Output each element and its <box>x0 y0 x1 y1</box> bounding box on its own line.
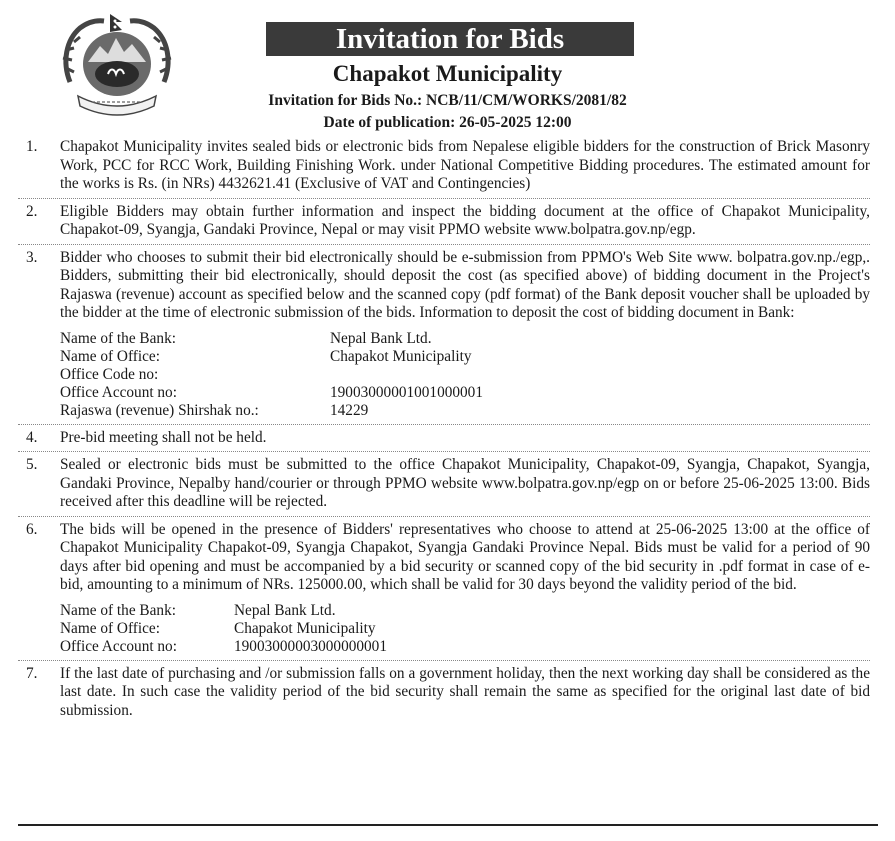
bank-row <box>60 366 870 384</box>
bank-row-label: Name of Office: <box>60 619 160 637</box>
item-number: 2. <box>26 202 38 220</box>
bank-row-value: Nepal Bank Ltd. <box>234 601 336 619</box>
notice-items <box>18 138 870 720</box>
divider <box>18 660 870 661</box>
bottom-rule <box>18 824 878 826</box>
item-text: Bidder who chooses to submit their bid electronically should be e-submission from PPMO's Web Site www. bolpatra.gov.np./egp,. Bidders, submitting their bid electronically, should deposit the cost (as specified above) of bidding document in the Project's Rajaswa (revenue) account as specified below and the scanned copy (pdf format) of the Bank deposit voucher shall be uploaded by the bidder at the time of electronic submission of the bids. Information to deposit the cost of bidding document in Bank: <box>60 248 870 321</box>
bank-row-value: Chapakot Municipality <box>234 619 376 637</box>
ib-number: Invitation for Bids No.: NCB/11/CM/WORKS/2081/82 <box>268 92 627 109</box>
notice-item-3 <box>18 249 870 420</box>
item-text: Eligible Bidders may obtain further information and inspect the bidding document at the office of Chapakot Municipality, Chapakot-09, Syangja, Gandaki Province, Nepal or may visit PPMO website www.bolpatra.gov.np/egp. <box>60 202 870 238</box>
bank-row-label: Rajaswa (revenue) Shirshak no.: <box>60 401 259 419</box>
item-number: 1. <box>26 138 38 155</box>
item-number: 6. <box>26 520 38 538</box>
divider <box>18 244 870 245</box>
bank-row <box>60 348 870 366</box>
item-text: Sealed or electronic bids must be submitted to the office Chapakot Municipality, Chapakot-09, Syangja, Chapakot, Syangja, Gandaki Province, Nepalby hand/courier or through PPMO website www.bolpatra.gov.np/egp on or before 25-06-2025 13:00. Bids received after this deadline will be rejected. <box>60 456 870 510</box>
divider <box>18 198 870 199</box>
item-text: If the last date of purchasing and /or submission falls on a government holiday, then the next working day shall be considered as the last date. In such case the validity period of the bid security shall remain the same as specified for the original last date of bid submission. <box>60 664 870 719</box>
bank-row-label: Office Code no: <box>60 365 159 383</box>
bank-row-value: 19003000001001000001 <box>330 383 483 401</box>
notice-item-1 <box>18 138 870 194</box>
item-text: Chapakot Municipality invites sealed bids or electronic bids from Nepalese eligible bidders for the construction of Brick Masonry Work, PCC for RCC Work, Building Finishing Work. under National Competitive Bidding procedures. The estimated amount for the works is Rs. (in NRs) 4432621.41 (Exclusive of VAT and Contingencies) <box>60 138 870 192</box>
publication-date: Date of publication: 26-05-2025 12:00 <box>323 114 572 131</box>
notice-item-6 <box>18 521 870 656</box>
divider <box>18 451 870 452</box>
item-number: 5. <box>26 456 38 473</box>
bank-row-label: Name of the Bank: <box>60 601 176 619</box>
bank-row <box>60 330 870 348</box>
item-text: Pre-bid meeting shall not be held. <box>60 428 267 446</box>
item-number: 3. <box>26 248 38 266</box>
divider <box>18 516 870 517</box>
bank-row <box>60 384 870 402</box>
bank-row-value: Chapakot Municipality <box>330 347 472 365</box>
bank-info-table <box>60 602 870 656</box>
item-text: The bids will be opened in the presence of Bidders' representatives who choose to attend at 25-06-2025 13:00 at the office of Chapakot Municipality Chapakot-09, Syangja Chapakot, Syangja Gandaki Province Nepal. Bids must be valid for a period of 90 days after bid opening and must be accompanied by a bid security or scanned copy of the bid security in .pdf format in case of e-bid, amounting to a minimum of NRs. 125000.00, which shall be valid for 30 days beyond the validity period of the bid. <box>60 520 870 593</box>
bank-row <box>60 602 870 620</box>
bank-row <box>60 402 870 420</box>
bank-row <box>60 638 870 656</box>
notice-title: Invitation for Bids <box>266 22 634 56</box>
bank-row-label: Office Account no: <box>60 383 177 401</box>
item-number: 7. <box>26 664 38 682</box>
bank-row-value: 14229 <box>330 401 369 419</box>
bank-row-label: Name of the Bank: <box>60 329 176 347</box>
notice-item-5 <box>18 456 870 512</box>
bank-row <box>60 620 870 638</box>
organization-name: Chapakot Municipality <box>332 61 563 86</box>
bank-row-value: Nepal Bank Ltd. <box>330 329 432 347</box>
bank-row-value: 19003000003000000001 <box>234 637 387 655</box>
bank-info-table <box>60 330 870 420</box>
bank-row-label: Office Account no: <box>60 637 177 655</box>
notice-item-2 <box>18 203 870 240</box>
bank-row-label: Name of Office: <box>60 347 160 365</box>
notice-item-7 <box>18 665 870 721</box>
notice-item-4 <box>18 429 870 448</box>
divider <box>18 424 870 425</box>
item-number: 4. <box>26 428 38 446</box>
